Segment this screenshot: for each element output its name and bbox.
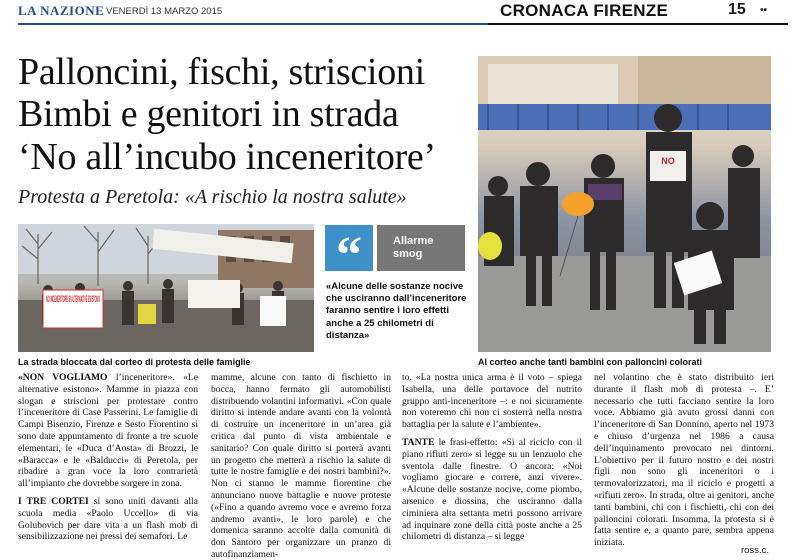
paragraph-text: si sono uniti davanti alla scuola media «Paolo Uccello» di via Golubovich per dare vita a un flash mob di sensibilizzazione nei pressi dei semafori. Le	[18, 495, 198, 543]
masthead: LA NAZIONE	[18, 3, 105, 18]
protest-sign-text: NO INCENERITORE SI ALTERNATIVE ESISTONO	[46, 294, 100, 304]
photo-left-caption: La strada bloccata dal corteo di protesta delle famiglie	[18, 357, 251, 367]
article-paragraph	[18, 496, 198, 543]
yellow-balloon	[478, 232, 502, 260]
page-number: 15	[728, 1, 746, 18]
headline-line-2: Bimbi e genitori in strada	[18, 93, 399, 135]
pull-quote: «Alcune delle sostanze nocive che usciranno dall’inceneritore faranno sentire i loro effetti anche a 25 chilometri di distanza»	[326, 281, 467, 341]
photo-right-caption: Al corteo anche tanti bambini con palloncini colorati	[478, 357, 703, 367]
paragraph-text: le frasi-effetto: «Sì al riciclo con il piano rifiuti zero» si legge su un lenzuolo che sventola dalle finestre. O ancora: «Noi vogliamo giocare e correre, anzi vivere». «Alcune delle sostanze nocive, come piombo, arsenico e diossina, che usciranno dalla ciminiera alta settanta metri possono arrivare ad inquinare zone della città poste anche a 25 chilometri di distanza – si legge	[402, 436, 582, 543]
paragraph-text: to. «La nostra unica arma è il voto – spiega Isabella, una delle portavoce del nutrito gruppo anti-inceneritore –: e noi sicuramente non voteremo chi non ci sosterrà nella nostra battaglia per la salute e l’ambiente».	[402, 372, 582, 431]
article-column-3	[402, 372, 582, 543]
quote-mark-icon: “	[325, 225, 373, 271]
article-paragraph	[18, 372, 198, 490]
headline-line-1: Palloncini, fischi, striscioni	[18, 51, 425, 93]
protest-street-illustration	[18, 224, 314, 352]
section-title: CRONACA FIRENZE	[500, 1, 669, 20]
paragraph-text: mamme, alcune con tanto di fischietto in bocca, hanno fermato gli automobilisti distribuendo volantini informativi. «Con quale diritto si intende andare avanti con la volontà di costruire un inceneritore in un’area già critica dal punto di vista ambientale e sanitario? Con quale diritto si porterà avanti un progetto che metterà a rischio la salute di tutte le nostre famiglie e dei nostri bambini?». Non ci stanno le mamme fiorentine che annunciano nuove battaglie e nuove proteste («Fino a quando avremo voce e avremo forza andremo avanti», le loro parole) e che domenica saranno accolte dalla comunità di don Santoro per organizzare un pranzo di autofinanziamen-	[211, 372, 391, 560]
headline-line-3: ‘No all’incubo inceneritore’	[18, 136, 436, 178]
paragraph-text: nel volantino che è stato distribuito ieri durante il flash mob di protesta –. E’ necessario che tutti facciano sentire la loro voce. Abbiamo già avuto grossi danni con l’inceneritore di San Donnino, aperto nel 1973 e chiuso d’urgenza nel 1986 a causa dell’inquinamento provocato nei dintorni. L’obiettivo per il futuro nostro e dei nostri figli non sono gli inceneritori o i termovalorizzatori, ma il riciclo e progetti a «rifiuti zero». In strada, oltre ai genitori, anche tanti bambini, chi con i fischietti, chi con dei palloncini colorati. Insomma, la protesta si è fatta sentire e, a quanto pare, sembra appena iniziata.	[594, 372, 774, 549]
issue-date: VENERDÌ 13 MARZO 2015	[106, 6, 223, 17]
smog-label-line-2: smog	[393, 248, 423, 260]
orange-balloon	[562, 192, 594, 216]
paragraph-text: l’inceneritore». «Le alternative esistono». Mamme in piazza con slogan e striscioni per protestare contro l’inceneritore di Case Passerini. Le famiglie di Campi Bisenzio, Firenze e Sesto Fiorentino si sono date appuntamento di fronte a tre scuole elementari, le «Duca d’Aosta» di Brozzi, le «Baracca» e le «Balducci» di Peretola, per ribadire a gran voce la loro contrarietà all’impianto che dovrebbe sorgere in zona.	[18, 372, 198, 490]
author-signature: ross.c.	[741, 545, 769, 556]
article-column-1	[18, 372, 198, 543]
children-balloons-illustration	[478, 56, 771, 352]
article-paragraph	[402, 437, 582, 543]
protest-street-photo	[18, 224, 314, 352]
lead-in: «NON VOGLIAMO	[18, 372, 108, 383]
subheadline: Protesta a Peretola: «A rischio la nostra salute»	[18, 186, 407, 208]
lead-in: I TRE CORTEI	[18, 495, 89, 507]
smog-alert-label	[377, 225, 465, 271]
article-column-2	[211, 372, 391, 560]
no-sign-text: NO	[661, 156, 675, 166]
section-rule	[488, 23, 788, 25]
page-dots: ••	[760, 5, 768, 16]
lead-in: TANTE	[402, 436, 435, 448]
smog-label-line-1: Allarme	[393, 235, 434, 247]
article-column-4	[594, 372, 774, 549]
children-balloons-photo	[478, 56, 771, 352]
